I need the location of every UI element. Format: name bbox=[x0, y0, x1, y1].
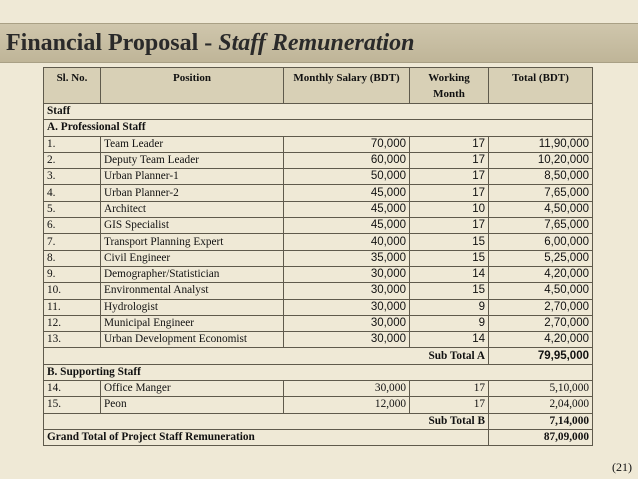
row-sl-no: 1. bbox=[44, 136, 101, 152]
row-working-month: 17 bbox=[410, 152, 489, 168]
row-working-month: 14 bbox=[410, 332, 489, 348]
row-position: Transport Planning Expert bbox=[101, 234, 284, 250]
header-sl-no: Sl. No. bbox=[44, 68, 101, 104]
row-position: Municipal Engineer bbox=[101, 315, 284, 331]
table-row bbox=[44, 381, 593, 397]
row-working-month: 17 bbox=[410, 397, 489, 413]
row-total: 8,50,000 bbox=[489, 169, 593, 185]
header-total: Total (BDT) bbox=[489, 68, 593, 104]
row-working-month: 17 bbox=[410, 136, 489, 152]
row-position: GIS Specialist bbox=[101, 218, 284, 234]
row-monthly-salary: 60,000 bbox=[284, 152, 410, 168]
row-total: 5,10,000 bbox=[489, 381, 593, 397]
row-working-month: 9 bbox=[410, 299, 489, 315]
row-total: 7,65,000 bbox=[489, 185, 593, 201]
table-row bbox=[44, 169, 593, 185]
row-working-month: 15 bbox=[410, 250, 489, 266]
section-supporting-label: B. Supporting Staff bbox=[44, 364, 593, 380]
header-monthly-salary: Monthly Salary (BDT) bbox=[284, 68, 410, 104]
row-total: 4,20,000 bbox=[489, 266, 593, 282]
row-monthly-salary: 12,000 bbox=[284, 397, 410, 413]
row-sl-no: 7. bbox=[44, 234, 101, 250]
row-sl-no: 12. bbox=[44, 315, 101, 331]
header-position: Position bbox=[101, 68, 284, 104]
table-header-row bbox=[44, 68, 593, 104]
row-monthly-salary: 50,000 bbox=[284, 169, 410, 185]
row-position: Deputy Team Leader bbox=[101, 152, 284, 168]
section-row-supporting bbox=[44, 364, 593, 380]
row-monthly-salary: 30,000 bbox=[284, 315, 410, 331]
subtotal-b-row bbox=[44, 413, 593, 429]
row-sl-no: 5. bbox=[44, 201, 101, 217]
row-working-month: 10 bbox=[410, 201, 489, 217]
row-position: Peon bbox=[101, 397, 284, 413]
row-total: 2,70,000 bbox=[489, 299, 593, 315]
row-position: Environmental Analyst bbox=[101, 283, 284, 299]
section-row-professional bbox=[44, 120, 593, 136]
table-row bbox=[44, 266, 593, 282]
row-total: 2,70,000 bbox=[489, 315, 593, 331]
row-sl-no: 13. bbox=[44, 332, 101, 348]
row-monthly-salary: 40,000 bbox=[284, 234, 410, 250]
row-sl-no: 10. bbox=[44, 283, 101, 299]
row-total: 7,65,000 bbox=[489, 218, 593, 234]
subtotal-b-label: Sub Total B bbox=[44, 413, 489, 429]
subtotal-a-label: Sub Total A bbox=[44, 348, 489, 364]
table-row bbox=[44, 152, 593, 168]
row-total: 4,50,000 bbox=[489, 201, 593, 217]
row-sl-no: 2. bbox=[44, 152, 101, 168]
table-row bbox=[44, 136, 593, 152]
row-position: Hydrologist bbox=[101, 299, 284, 315]
subtotal-a-row bbox=[44, 348, 593, 364]
row-monthly-salary: 45,000 bbox=[284, 218, 410, 234]
table-row bbox=[44, 283, 593, 299]
remuneration-table bbox=[43, 67, 593, 446]
row-position: Architect bbox=[101, 201, 284, 217]
header-working-month: Working Month bbox=[410, 68, 489, 104]
row-working-month: 9 bbox=[410, 315, 489, 331]
row-working-month: 15 bbox=[410, 234, 489, 250]
subtotal-a-value: 79,95,000 bbox=[489, 348, 593, 364]
grand-total-value: 87,09,000 bbox=[489, 429, 593, 445]
row-sl-no: 15. bbox=[44, 397, 101, 413]
table-row bbox=[44, 218, 593, 234]
row-position: Urban Planner-2 bbox=[101, 185, 284, 201]
row-sl-no: 8. bbox=[44, 250, 101, 266]
row-sl-no: 4. bbox=[44, 185, 101, 201]
row-working-month: 17 bbox=[410, 185, 489, 201]
row-monthly-salary: 45,000 bbox=[284, 185, 410, 201]
subtotal-b-value: 7,14,000 bbox=[489, 413, 593, 429]
table-row bbox=[44, 315, 593, 331]
row-sl-no: 9. bbox=[44, 266, 101, 282]
row-sl-no: 14. bbox=[44, 381, 101, 397]
section-professional-label: A. Professional Staff bbox=[44, 120, 593, 136]
section-staff-label: Staff bbox=[44, 104, 593, 120]
row-total: 11,90,000 bbox=[489, 136, 593, 152]
row-working-month: 17 bbox=[410, 381, 489, 397]
row-position: Team Leader bbox=[101, 136, 284, 152]
row-monthly-salary: 70,000 bbox=[284, 136, 410, 152]
row-total: 2,04,000 bbox=[489, 397, 593, 413]
row-total: 10,20,000 bbox=[489, 152, 593, 168]
page-number: (21) bbox=[612, 460, 632, 474]
row-position: Urban Planner-1 bbox=[101, 169, 284, 185]
row-total: 4,20,000 bbox=[489, 332, 593, 348]
title-bar bbox=[0, 23, 638, 63]
row-position: Office Manger bbox=[101, 381, 284, 397]
row-total: 5,25,000 bbox=[489, 250, 593, 266]
row-total: 4,50,000 bbox=[489, 283, 593, 299]
title-main: Financial Proposal - bbox=[6, 30, 219, 56]
section-row-staff bbox=[44, 104, 593, 120]
row-working-month: 17 bbox=[410, 218, 489, 234]
row-position: Urban Development Economist bbox=[101, 332, 284, 348]
row-working-month: 17 bbox=[410, 169, 489, 185]
row-monthly-salary: 45,000 bbox=[284, 201, 410, 217]
table-row bbox=[44, 234, 593, 250]
row-sl-no: 6. bbox=[44, 218, 101, 234]
row-working-month: 15 bbox=[410, 283, 489, 299]
table-row bbox=[44, 299, 593, 315]
row-monthly-salary: 30,000 bbox=[284, 266, 410, 282]
grand-total-label: Grand Total of Project Staff Remuneration bbox=[44, 429, 489, 445]
row-position: Demographer/Statistician bbox=[101, 266, 284, 282]
row-working-month: 14 bbox=[410, 266, 489, 282]
table-row bbox=[44, 332, 593, 348]
row-monthly-salary: 30,000 bbox=[284, 283, 410, 299]
row-position: Civil Engineer bbox=[101, 250, 284, 266]
row-monthly-salary: 30,000 bbox=[284, 381, 410, 397]
grand-total-row bbox=[44, 429, 593, 445]
table-row bbox=[44, 397, 593, 413]
table-row bbox=[44, 201, 593, 217]
row-sl-no: 11. bbox=[44, 299, 101, 315]
slide-title bbox=[6, 30, 415, 57]
row-monthly-salary: 30,000 bbox=[284, 299, 410, 315]
table-row bbox=[44, 250, 593, 266]
row-total: 6,00,000 bbox=[489, 234, 593, 250]
row-monthly-salary: 30,000 bbox=[284, 332, 410, 348]
row-monthly-salary: 35,000 bbox=[284, 250, 410, 266]
table-row bbox=[44, 185, 593, 201]
title-subtitle: Staff Remuneration bbox=[218, 30, 415, 56]
row-sl-no: 3. bbox=[44, 169, 101, 185]
